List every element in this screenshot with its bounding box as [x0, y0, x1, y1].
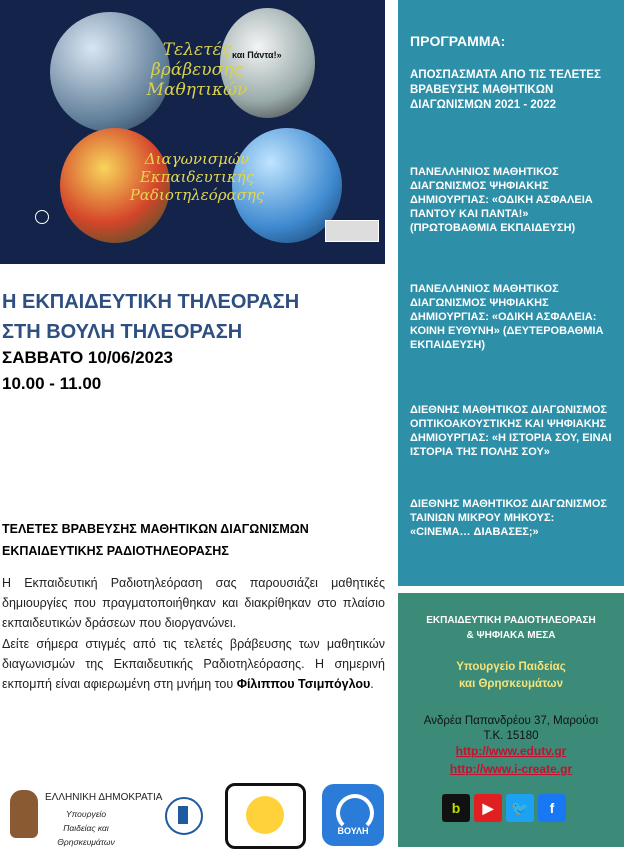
- poster-ball-text: και Πάντα!»: [232, 50, 282, 60]
- icreate-link[interactable]: http://www.i-create.gr: [449, 762, 573, 776]
- org-name: ΕΚΠΑΙΔΕΥΤΙΚΗ ΡΑΔΙΟΤΗΛΕΟΡΑΣΗ & ΨΗΦΙΑΚΑ ΜΕΣΑ: [426, 615, 596, 641]
- program-item: ΠΑΝΕΛΛΗΝΙΟΣ ΜΑΘΗΤΙΚΟΣ ΔΙΑΓΩΝΙΣΜΟΣ ΨΗΦΙΑΚΗΣ ΔΗΜΙΟΥΡΓΙΑΣ: «ΟΔΙΚΗ ΑΣΦΑΛΕΙΑ: ΚΟΙΝΗ ΕΥΘΥΝΗ» (ΔΕΥΤΕΡΟΒΑΘΜΙΑ ΕΚΠΑΙΔΕΥΣΗ): [410, 283, 604, 351]
- twitter-icon[interactable]: 🐦: [506, 794, 534, 822]
- paragraph-intro: Η Εκπαιδευτική Ραδιοτηλεόραση σας παρουσιάζει μαθητικές δημιουργίες που πραγματοποιήθηκαν και διακρίθηκαν στο πλαίσιο εκπαιδευτικών δράσεων που διοργανώνει.: [2, 576, 385, 630]
- youtube-icon[interactable]: ▶: [474, 794, 502, 822]
- vouli-tv-logo: ΒΟΥΛΗ: [322, 784, 384, 846]
- poster-image: [0, 0, 385, 264]
- facebook-icon[interactable]: f: [538, 794, 566, 822]
- paragraph-dedication: Δείτε σήμερα στιγμές από τις τελετές βράβευσης των μαθητικών διαγωνισμών της Εκπαιδευτικής Ραδιοτηλεόρασης. Η σημερινή εκπομπή είναι αφιερωμένη στη μνήμη του Φίλιππου Τσιμπόγλου.: [2, 637, 385, 691]
- owl-logo: [10, 790, 38, 838]
- republic-label: ΕΛΛΗΝΙΚΗ ΔΗΜΟΚΡΑΤΙΑ: [45, 792, 163, 803]
- edutv-tv-logo: [225, 783, 306, 849]
- headline-line1: Η ΕΚΠΑΙΔΕΥΤΙΚΗ ΤΗΛΕΟΡΑΣΗ: [2, 291, 300, 313]
- ministry-label: Υπουργείο Παιδείας και Θρησκευμάτων: [57, 809, 115, 847]
- broadcast-time: 10.00 - 11.00: [2, 374, 102, 393]
- program-item: ΠΑΝΕΛΛΗΝΙΟΣ ΜΑΘΗΤΙΚΟΣ ΔΙΑΓΩΝΙΣΜΟΣ ΨΗΦΙΑΚΗΣ ΔΗΜΙΟΥΡΓΙΑΣ: «ΟΔΙΚΗ ΑΣΦΑΛΕΙΑ ΠΑΝΤΟΥ ΚΑΙ ΠΑΝΤΑ!» (ΠΡΩΤΟΒΑΘΜΙΑ ΕΚΠΑΙΔΕΥΣΗ): [410, 166, 593, 234]
- contact-panel: [398, 593, 624, 847]
- program-item: ΔΙΕΘΝΗΣ ΜΑΘΗΤΙΚΟΣ ΔΙΑΓΩΝΙΣΜΟΣ ΤΑΙΝΙΩΝ ΜΙΚΡΟΥ ΜΗΚΟΥΣ: «CINEMA… ΔΙΑΒΑΣΕΣ;»: [410, 498, 607, 538]
- broadcast-date: ΣΑΒΒΑΤΟ 10/06/2023: [2, 348, 174, 367]
- poster-title: Τελετές βράβευσης Μαθητικών: [146, 40, 248, 100]
- ministry-name: Υπουργείο Παιδείας και Θρησκευμάτων: [456, 661, 566, 690]
- headline-line2: ΣΤΗ ΒΟΥΛΗ ΤΗΛΕΟΡΑΣΗ: [2, 321, 243, 343]
- emblem-icon: [22, 210, 62, 236]
- address: Ανδρέα Παπανδρέου 37, Μαρούσι Τ.Κ. 15180: [423, 715, 599, 742]
- program-panel: [398, 0, 624, 586]
- b-icon[interactable]: b: [442, 794, 470, 822]
- program-item: ΑΠΟΣΠΑΣΜΑΤΑ ΑΠΟ ΤΙΣ ΤΕΛΕΤΕΣ ΒΡΑΒΕΥΣΗΣ ΜΑΘΗΤΙΚΩΝ ΔΙΑΓΩΝΙΣΜΩΝ 2021 - 2022: [410, 69, 601, 111]
- dedication-name: Φίλιππου Τσιμπόγλου: [236, 677, 371, 691]
- edutv-link[interactable]: http://www.edutv.gr: [455, 744, 567, 758]
- edutv-logo: [325, 220, 379, 242]
- greek-seal-icon: [165, 797, 203, 835]
- program-item: ΔΙΕΘΝΗΣ ΜΑΘΗΤΙΚΟΣ ΔΙΑΓΩΝΙΣΜΟΣ ΟΠΤΙΚΟΑΚΟΥΣΤΙΚΗΣ ΚΑΙ ΨΗΦΙΑΚΗΣ ΔΗΜΙΟΥΡΓΙΑΣ: «Η ΙΣΤΟΡΙΑ ΣΟΥ, ΕΙΝΑΙ ΙΣΤΟΡΙΑ ΤΗΣ ΠΟΛΗΣ ΣΟΥ»: [410, 404, 612, 458]
- program-heading: ΠΡΟΓΡΑΜΜΑ:: [410, 33, 506, 49]
- section-title: ΤΕΛΕΤΕΣ ΒΡΑΒΕΥΣΗΣ ΜΑΘΗΤΙΚΩΝ ΔΙΑΓΩΝΙΣΜΩΝ ΕΚΠΑΙΔΕΥΤΙΚΗΣ ΡΑΔΙΟΤΗΛΕΟΡΑΣΗΣ: [2, 522, 309, 558]
- poster-subtitle: Διαγωνισμών Εκπαιδευτικής Ραδιοτηλεόρασης: [129, 150, 265, 204]
- social-links: [442, 794, 566, 822]
